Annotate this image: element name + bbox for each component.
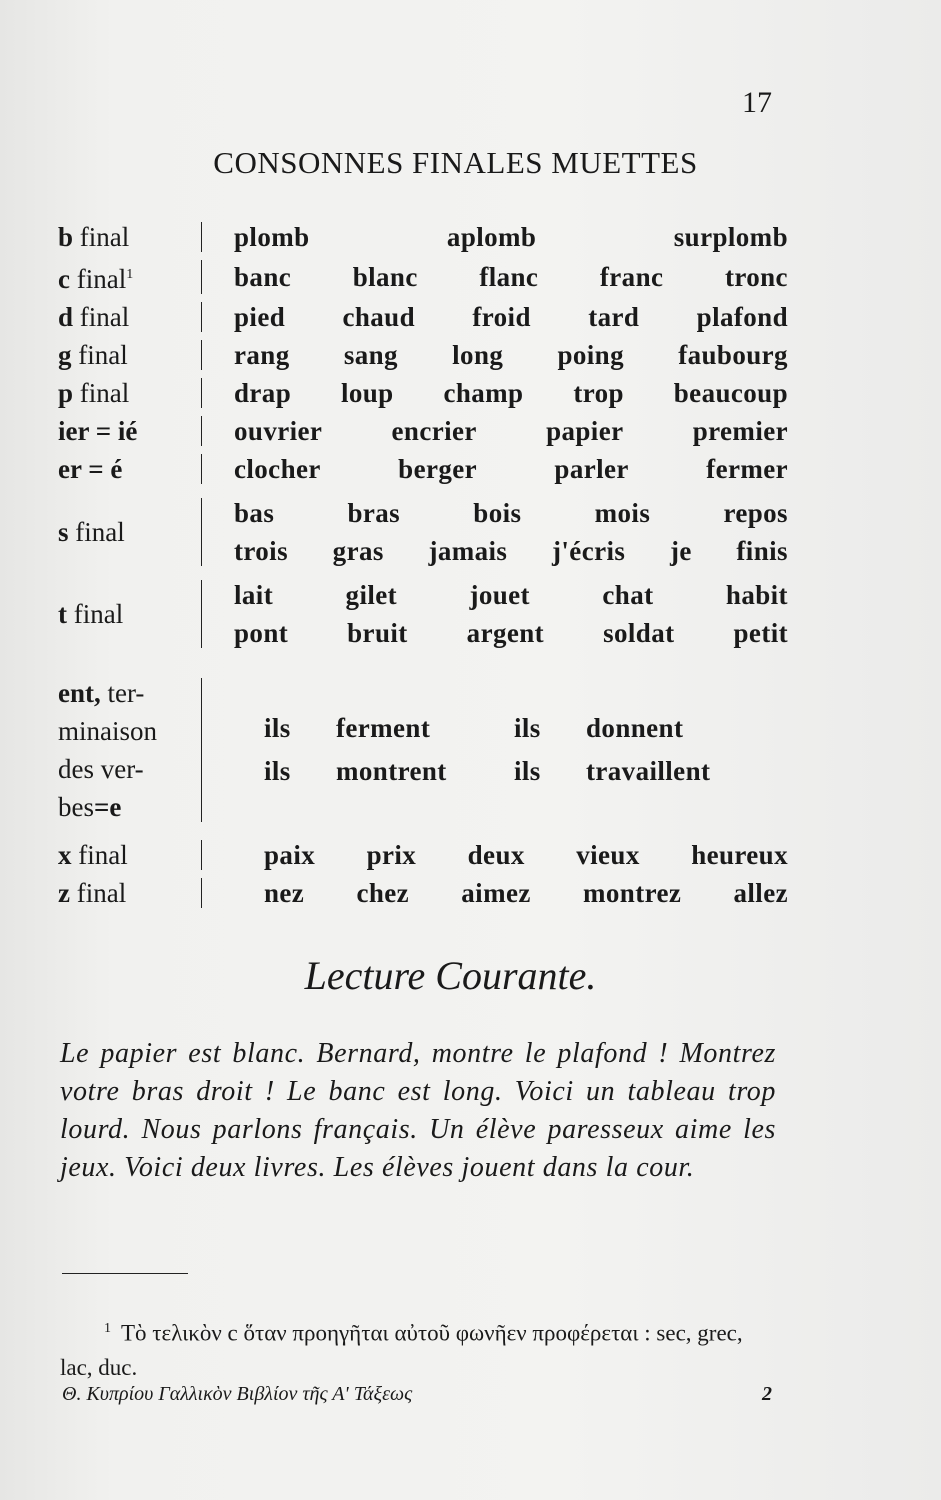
rule-divider [201,498,202,566]
example-word: tronc [724,262,788,292]
example-word: je [669,536,692,566]
example-word: bruit [347,618,408,648]
rule-row [58,336,788,374]
rule-row [58,374,788,412]
example-word: paix [264,840,316,870]
example-word: chaud [342,302,416,332]
lecture-title-text: Lecture Courante. [304,953,597,998]
example-word: parler [554,454,629,484]
rule-row [58,298,788,336]
example-word: j'écris [552,536,626,566]
rule-examples [234,412,788,450]
example-line [234,707,788,750]
rule-label-text: final [69,264,127,294]
example-word: beaucoup [673,378,788,408]
rule-examples [234,494,788,570]
rule-examples [234,258,788,296]
rule-row [58,674,788,826]
example-word: blanc [352,262,418,292]
rule-label-letter: g [58,340,72,370]
example-word: prix [366,840,417,870]
example-word: argent [466,618,545,648]
rule-row [58,256,788,298]
rule-examples [234,336,788,374]
example-word: tard [588,302,640,332]
rule-row [58,874,788,912]
example-line [234,494,788,532]
example-word: papier [546,416,624,446]
example-word: clocher [234,454,321,484]
rule-divider [201,454,202,484]
example-word: travaillent [586,756,711,786]
example-word: aimez [461,878,531,908]
rule-label [58,513,198,551]
example-word: fermer [706,454,788,484]
example-line [234,750,788,793]
example-word: flanc [479,262,539,292]
rule-label [58,595,198,633]
rule-row [58,450,788,488]
rule-label-letter: d [58,302,74,332]
example-word: berger [398,454,478,484]
example-line [234,576,788,614]
rule-label-text: final [73,302,130,332]
example-line [234,836,788,874]
rule-examples [234,374,788,412]
rule-label-letter: p [58,378,74,408]
example-word: petit [733,618,788,648]
rule-examples [234,874,788,912]
example-word: heureux [691,840,788,870]
example-word: plafond [696,302,788,332]
rule-row [58,218,788,256]
example-word: ils [264,756,291,786]
footnote-text: Τὸ τελικὸν c ὅταν προηγῆται αὐτοῦ φωνῆεν προφέρεται : sec, grec, lac, duc. [60,1320,743,1380]
example-word: chez [356,878,410,908]
example-line [234,450,788,488]
page-title [0,145,941,181]
example-word: deux [467,840,525,870]
footnote-mark: 1 [104,1321,111,1336]
example-word: nez [264,878,305,908]
rule-label-letter: x [58,840,72,870]
rule-examples [234,218,788,256]
rule-row [58,576,788,652]
rule-label-letter: z [58,878,70,908]
example-word: chat [602,580,654,610]
rule-label-text: bes [58,792,94,822]
example-word: champ [443,378,524,408]
example-word: bras [347,498,401,528]
example-word: soldat [603,618,675,648]
rule-label [58,336,198,374]
rule-label-letter: ier = ié [58,416,138,446]
rule-label [58,674,198,826]
rule-label-text: final [71,340,128,370]
example-word: premier [692,416,788,446]
example-word: vieux [576,840,640,870]
footnote-divider [62,1273,188,1274]
example-word: ils [514,713,541,743]
rule-row [58,494,788,570]
rule-examples [234,836,788,874]
rule-label [58,412,198,450]
rule-examples [234,576,788,652]
example-word: ils [264,713,291,743]
example-word: donnent [586,713,684,743]
example-line [234,412,788,450]
consonant-rules-table [58,218,788,912]
example-word: froid [472,302,531,332]
example-word: jamais [428,536,508,566]
rule-label [58,450,198,488]
example-line [234,614,788,652]
example-word: mois [594,498,651,528]
rule-label-text: final [71,840,128,870]
example-word: plomb [234,222,310,252]
rule-label-text: final [68,517,125,547]
rule-label-text: final [73,222,130,252]
lecture-title [0,952,941,999]
rule-label [58,836,198,874]
example-word: gilet [345,580,398,610]
rule-label [58,298,198,336]
rule-label-letter: b [58,222,74,252]
footnote-reference: 1 [126,267,134,282]
rule-label-letter: =e [94,792,122,822]
rule-divider [201,302,202,332]
example-word: faubourg [678,340,788,370]
example-line [234,374,788,412]
example-line [234,336,788,374]
example-word: jouet [469,580,530,610]
rule-divider [201,678,202,822]
example-word: repos [723,498,788,528]
example-word: rang [234,340,290,370]
example-word: long [452,340,504,370]
rule-divider [201,416,202,446]
example-word: allez [733,878,788,908]
rule-label [58,256,198,298]
example-word: poing [557,340,625,370]
page-title-text: CONSONNES FINALES MUETTES [213,145,698,180]
rule-row [58,836,788,874]
example-word: habit [725,580,788,610]
footnote [60,1312,780,1385]
rule-label-letter: er = é [58,454,123,484]
rule-divider [201,840,202,870]
example-line [234,532,788,570]
example-word: encrier [391,416,477,446]
example-word: drap [234,378,292,408]
rule-divider [201,340,202,370]
example-word: bas [234,498,275,528]
example-line [234,298,788,336]
example-word: trop [573,378,624,408]
rule-label-text: final [69,878,127,908]
example-word: ouvrier [234,416,323,446]
book-signature: Θ. Κυπρίου Γαλλικὸν Βιβλίον τῆς Α' Τάξεως [62,1383,413,1405]
example-word: ferment [336,713,431,743]
example-word: aplomb [446,222,537,252]
example-line [234,218,788,256]
rule-examples [234,450,788,488]
example-word: franc [599,262,664,292]
rule-label-letter: ent, [58,678,101,708]
example-word: pied [234,302,286,332]
page-number: 17 [742,86,772,119]
rule-label-letter: c [58,264,70,294]
rule-label [58,218,198,256]
example-word: montrez [582,878,682,908]
example-word: bois [473,498,522,528]
lecture-paragraph: Le papier est blanc. Bernard, montre le plafond ! Montrez votre bras droit ! Le banc est long. Voici un tableau trop lourd. Nous parlons français. Un élève paresseux aime les jeux. Voici deux livres. Les élèves jouent dans la cour. [60,1038,776,1183]
rule-label-text: final [67,599,124,629]
example-word: finis [736,536,788,566]
sheet-number: 2 [762,1383,772,1405]
rule-label-text: minaison [58,716,157,746]
example-word: sang [343,340,398,370]
rule-label-letter: t [58,599,67,629]
rule-label-text: des ver- [58,754,144,784]
rule-divider [201,580,202,648]
example-line [234,874,788,912]
rule-label-text: final [73,378,130,408]
example-word: ils [514,756,541,786]
example-line [234,258,788,296]
rule-divider [201,260,202,294]
example-word: loup [340,378,394,408]
example-word: montrent [336,756,447,786]
rule-divider [201,378,202,408]
rule-label [58,374,198,412]
example-word: trois [234,536,288,566]
rule-row [58,412,788,450]
rule-label-letter: s [58,517,69,547]
rule-label-text: ter- [100,678,145,708]
rule-examples [234,707,788,793]
rule-examples [234,298,788,336]
rule-divider [201,222,202,252]
example-word: surplomb [673,222,788,252]
example-word: banc [234,262,292,292]
example-word: pont [234,618,289,648]
rule-divider [201,878,202,908]
rule-label [58,874,198,912]
example-word: lait [234,580,274,610]
example-word: gras [332,536,384,566]
